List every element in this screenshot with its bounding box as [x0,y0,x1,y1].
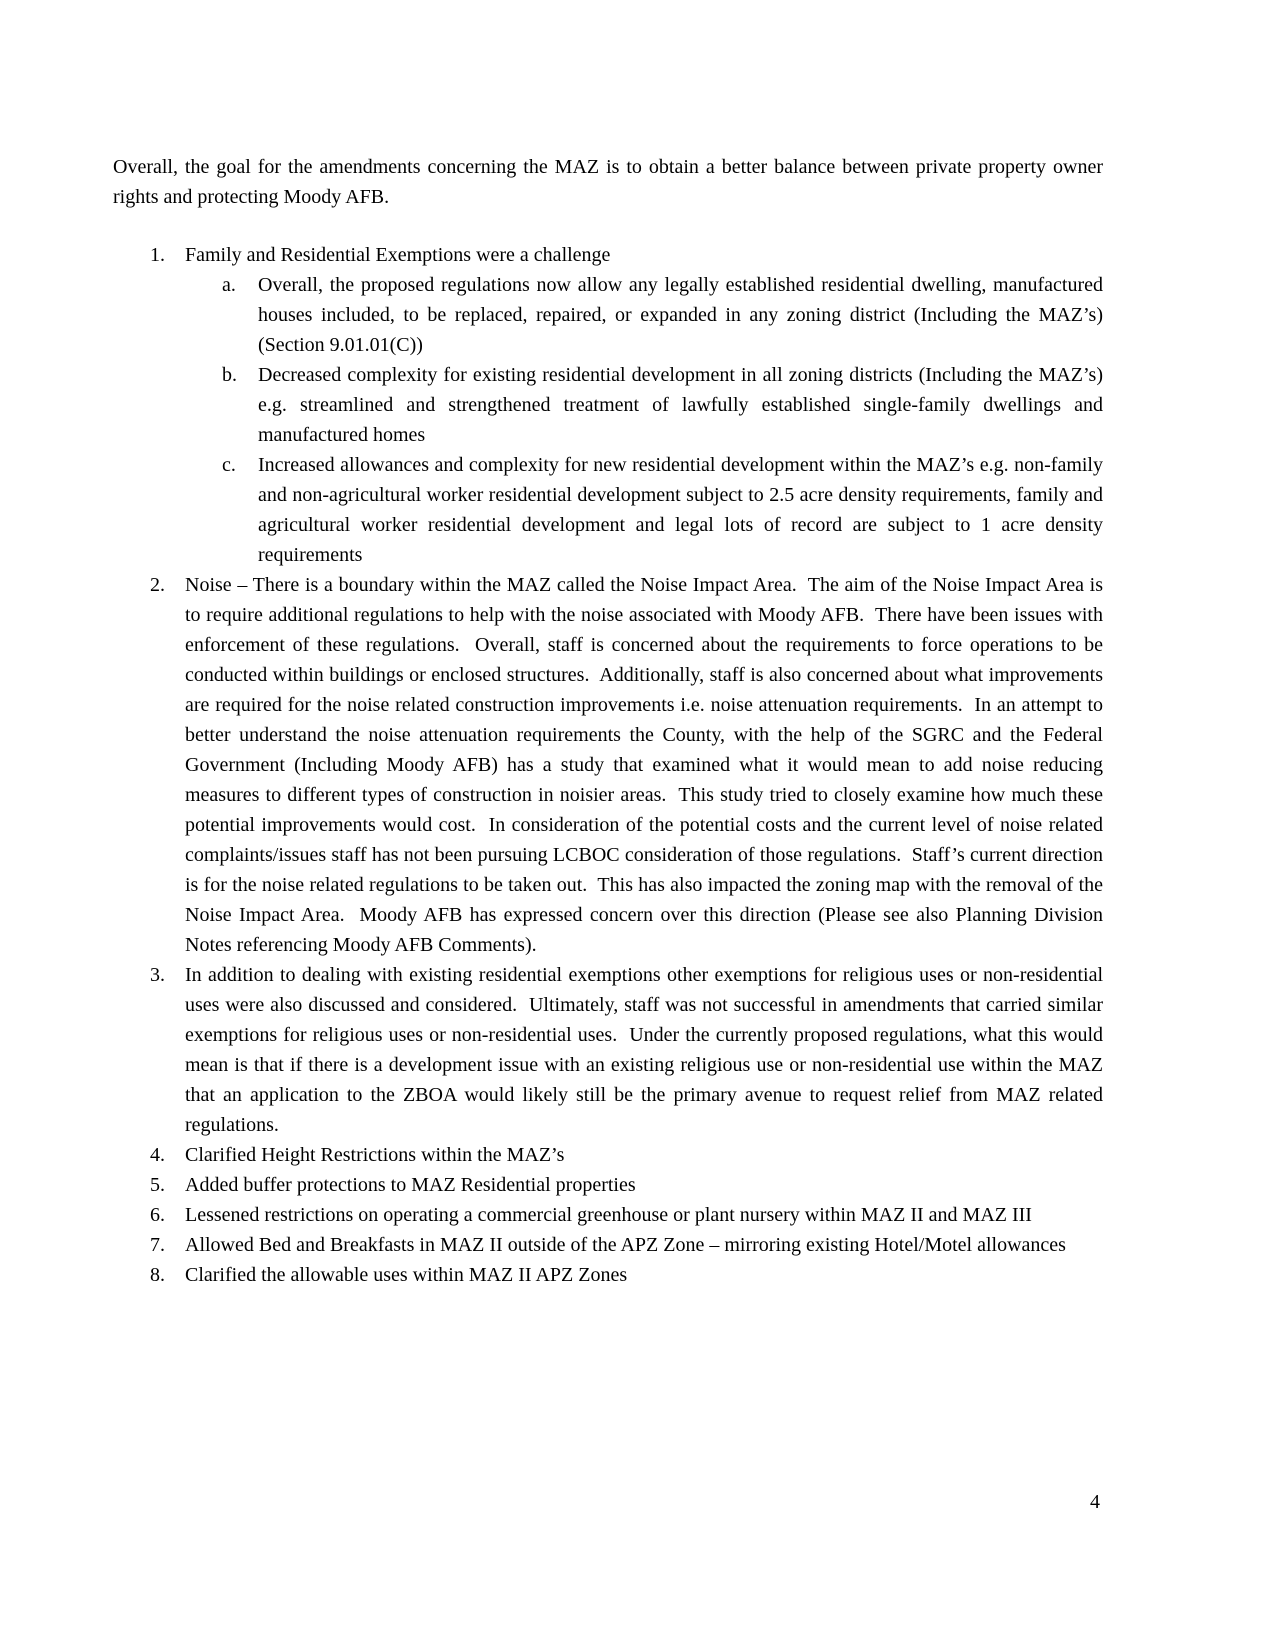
list-item [113,1200,1103,1230]
list-letter: c. [222,454,236,476]
intro-paragraph: Overall, the goal for the amendments concerning the MAZ is to obtain a better balance between private property owner rights and protecting Moody AFB. [113,156,1108,208]
list-item-text: Clarified the allowable uses within MAZ II APZ Zones [185,1264,628,1286]
list-number: 4. [150,1144,165,1166]
list-number: 3. [150,964,165,986]
list-item [113,1170,1103,1200]
list-item [113,1140,1103,1170]
list-number: 5. [150,1174,165,1196]
list-item-text: Allowed Bed and Breakfasts in MAZ II outside of the APZ Zone – mirroring existing Hotel/Motel allowances [185,1234,1066,1256]
list-letter: a. [222,274,236,296]
page-number: 4 [1090,1491,1100,1513]
list-item [113,570,1108,960]
list-item-text: Added buffer protections to MAZ Residential properties [185,1174,636,1196]
list-item-text: Lessened restrictions on operating a commercial greenhouse or plant nursery within MAZ II and MAZ III [185,1204,1032,1226]
list-item [113,1230,1103,1260]
list-number: 7. [150,1234,165,1256]
list-item-text: In addition to dealing with existing residential exemptions other exemptions for religious uses or non-residential uses were also discussed and considered. Ultimately, staff was not successful in amendments that carried similar exemptions for religious uses or non-residential uses. Under the currently proposed regulations, what this would mean is that if there is a development issue with an existing religious use or non-residential use within the MAZ that an application to the ZBOA would likely still be the primary avenue to request relief from MAZ related regulations. [185,964,1108,1136]
list-subitem-text: Decreased complexity for existing residential development in all zoning districts (Including the MAZ’s) e.g. streamlined and strengthened treatment of lawfully established single-family dwellings and manufactured homes [258,364,1108,446]
list-item [113,240,1103,270]
list-item-text: Noise – There is a boundary within the MAZ called the Noise Impact Area. The aim of the Noise Impact Area is to require additional regulations to help with the noise associated with Moody AFB. There have been issues with enforcement of these regulations. Overall, staff is concerned about the requirements to force operations to be conducted within buildings or enclosed structures. Additionally, staff is also concerned about what improvements are required for the noise related construction improvements i.e. noise attenuation requirements. In an attempt to better understand the noise attenuation requirements the County, with the help of the SGRC and the Federal Government (Including Moody AFB) has a study that examined what it would mean to add noise reducing measures to different types of construction in noisier areas. This study tried to closely examine how much these potential improvements would cost. In consideration of the potential costs and the current level of noise related complaints/issues staff has not been pursuing LCBOC consideration of those regulations. Staff’s current direction is for the noise related regulations to be taken out. This has also impacted the zoning map with the removal of the Noise Impact Area. Moody AFB has expressed concern over this direction (Please see also Planning Division Notes referencing Moody AFB Comments). [185,574,1108,956]
list-number: 6. [150,1204,165,1226]
list-subitem-text: Increased allowances and complexity for new residential development within the MAZ’s e.g. non-family and non-agricultural worker residential development subject to 2.5 acre density requirements, family and agricultural worker residential development and legal lots of record are subject to 1 acre density requirements [258,454,1108,566]
list-item [113,1260,1103,1290]
document-content [113,152,1108,1290]
list-letter: b. [222,364,237,386]
list-subitem [113,270,1108,360]
list-subitem [113,450,1108,570]
list-number: 1. [150,244,165,266]
list-item [113,960,1108,1140]
list-subitem-text: Overall, the proposed regulations now allow any legally established residential dwelling, manufactured houses included, to be replaced, repaired, or expanded in any zoning district (Including the MAZ’s) (Section 9.01.01(C)) [258,274,1108,356]
list-number: 2. [150,574,165,596]
list-subitem [113,360,1108,450]
list-item-text: Family and Residential Exemptions were a challenge [185,244,611,266]
list-number: 8. [150,1264,165,1286]
list-item-text: Clarified Height Restrictions within the MAZ’s [185,1144,565,1166]
